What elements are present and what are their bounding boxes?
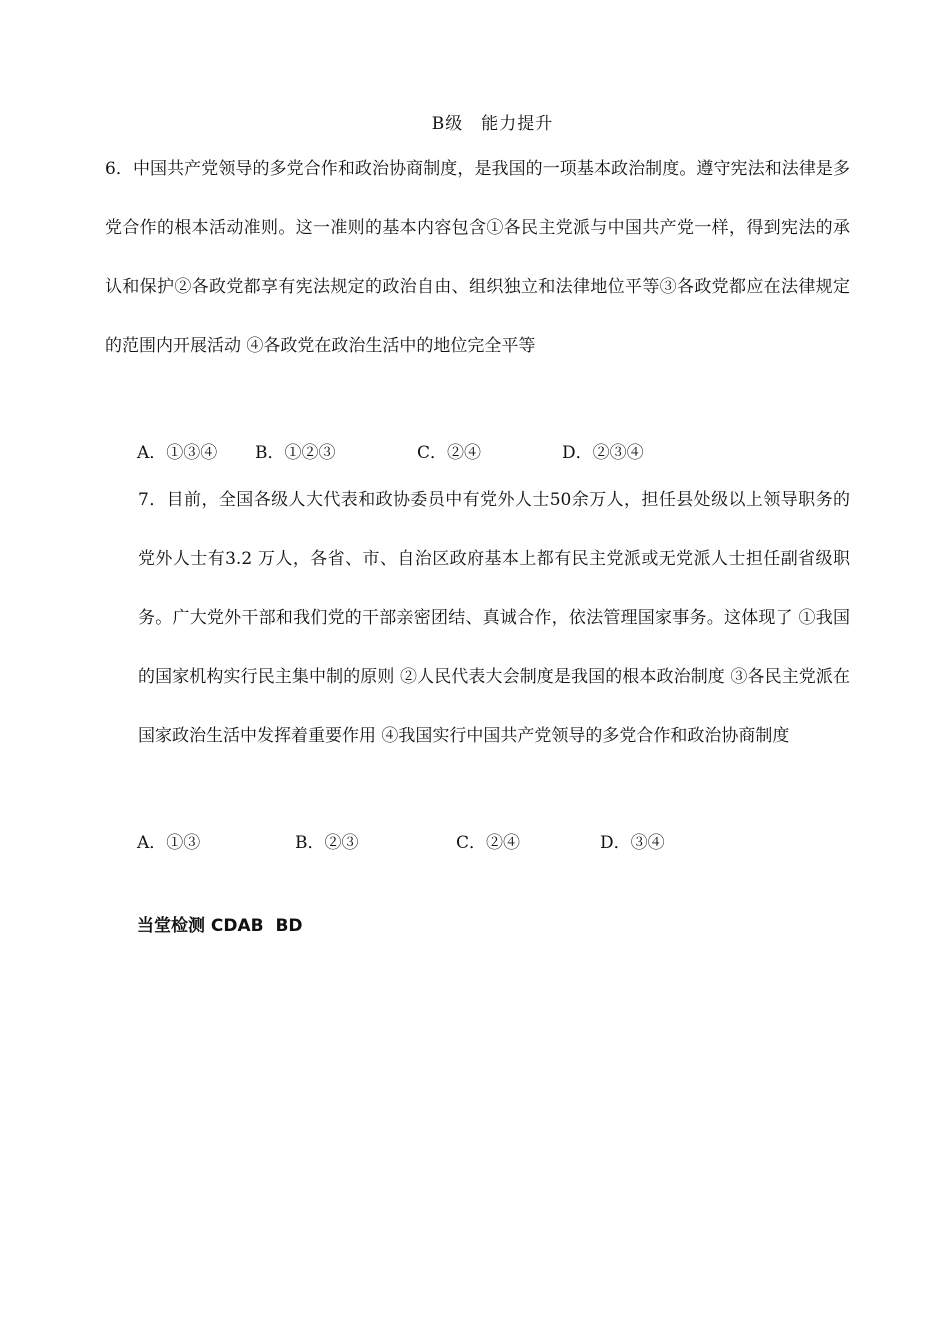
question-7-option-b: B．②③ <box>295 833 359 853</box>
question-6-stem: 6．中国共产党领导的多党合作和政治协商制度，是我国的一项基本政治制度。遵守宪法和法律是多党合作的根本活动准则。这一准则的基本内容包含①各民主党派与中国共产党一样，得到宪法的承认和保护②各政党都享有宪法规定的政治自由、组织独立和法律地位平等③各政党都应在法律规定的范围内开展活动 ④各政党在政治生活中的地位完全平等 <box>105 159 850 356</box>
question-6-option-c: C．②④ <box>417 443 482 463</box>
question-7-option-d: D．③④ <box>600 833 665 853</box>
question-7-stem <box>105 471 850 766</box>
section-title: B级 能力提升 <box>431 114 554 134</box>
question-6-option-d: D．②③④ <box>562 443 644 463</box>
answer-summary: 当堂检测 CDAB BD <box>137 916 303 936</box>
question-6-option-b: B．①②③ <box>255 443 336 463</box>
question-7-option-a: A．①③ <box>137 833 201 853</box>
question-6-option-a: A．①③④ <box>137 443 218 463</box>
question-7-stem-text: 7．目前，全国各级人大代表和政协委员中有党外人士50余万人，担任县处级以上领导职务的党外人士有3.2 万人，各省、市、自治区政府基本上都有民主党派或无党派人士担任副省级职务。广大党外干部和我们党的干部亲密团结、真诚合作，依法管理国家事务。这体现了 ①我国的国家机构实行民主集中制的原则 ②人民代表大会制度是我国的根本政治制度 ③各民主党派在国家政治生活中发挥着重要作用 ④我国实行中国共产党领导的多党合作和政治协商制度 <box>138 490 850 746</box>
question-7-option-c: C．②④ <box>456 833 521 853</box>
